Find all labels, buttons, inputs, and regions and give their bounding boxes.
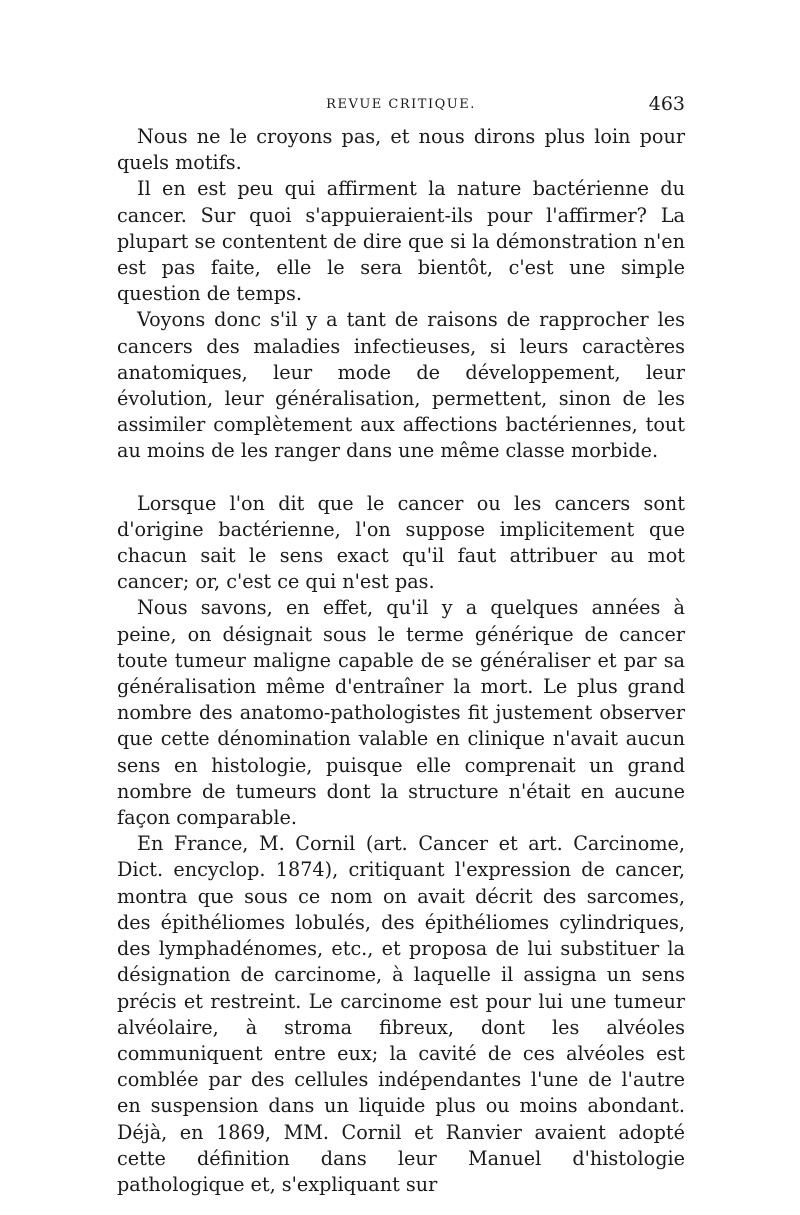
paragraph-4: Lorsque l'on dit que le cancer ou les cancers sont d'origine bactérienne, l'on suppose implicitement que chacun sait le sens exact qu'il faut attribuer au mot cancer; or, c'est ce qui n'est pas. — [117, 491, 685, 594]
running-head — [117, 93, 685, 121]
page-number: 463 — [648, 93, 685, 115]
paragraph-3: Voyons donc s'il y a tant de raisons de rapprocher les cancers des maladies infectieuses, si leurs caractères anatomiques, leur mode de développement, leur évolution, leur généralisation, permettent, sinon de les assimiler complètement aux affections bactériennes, tout au moins de les ranger dans une même classe morbide. — [117, 308, 685, 463]
running-title: REVUE CRITIQUE. — [326, 97, 476, 112]
body-text — [117, 124, 685, 1198]
paragraph-6: En France, M. Cornil (art. Cancer et art. Carcinome, Dict. encyclop. 1874), critiquant l'expression de cancer, montra que sous ce nom on avait décrit des sarcomes, des épithéliomes lobulés, des épithéliomes cylindriques, des lymphadénomes, etc., et proposa de lui substituer la désignation de carcinome, à laquelle il assigna un sens précis et restreint. Le carcinome est pour lui une tumeur alvéolaire, à stroma fibreux, dont les alvéoles communiquent entre eux; la cavité de ces alvéoles est comblée par des cellules indépendantes l'une de l'autre en suspension dans un liquide plus ou moins abondant. Déjà, en 1869, MM. Cornil et Ranvier avaient adopté cette définition dans leur Manuel d'histologie pathologique et, s'expliquant sur — [117, 832, 685, 1196]
paragraph-5: Nous savons, en effet, qu'il y a quelques années à peine, on désignait sous le terme générique de cancer toute tumeur maligne capable de se généraliser et par sa généralisation même d'entraîner la mort. Le plus grand nombre des anatomo-pathologistes fit justement observer que cette dénomination valable en clinique n'avait aucun sens en histologie, puisque elle comprenait un grand nombre de tumeurs dont la structure n'était en aucune façon comparable. — [117, 596, 685, 830]
paragraph-2: Il en est peu qui affirment la nature bactérienne du cancer. Sur quoi s'appuieraient-ils pour l'affirmer? La plupart se contentent de dire que si la démonstration n'en est pas faite, elle le sera bientôt, c'est une simple question de temps. — [117, 177, 685, 306]
paragraph-1: Nous ne le croyons pas, et nous dirons plus loin pour quels motifs. — [117, 125, 685, 175]
